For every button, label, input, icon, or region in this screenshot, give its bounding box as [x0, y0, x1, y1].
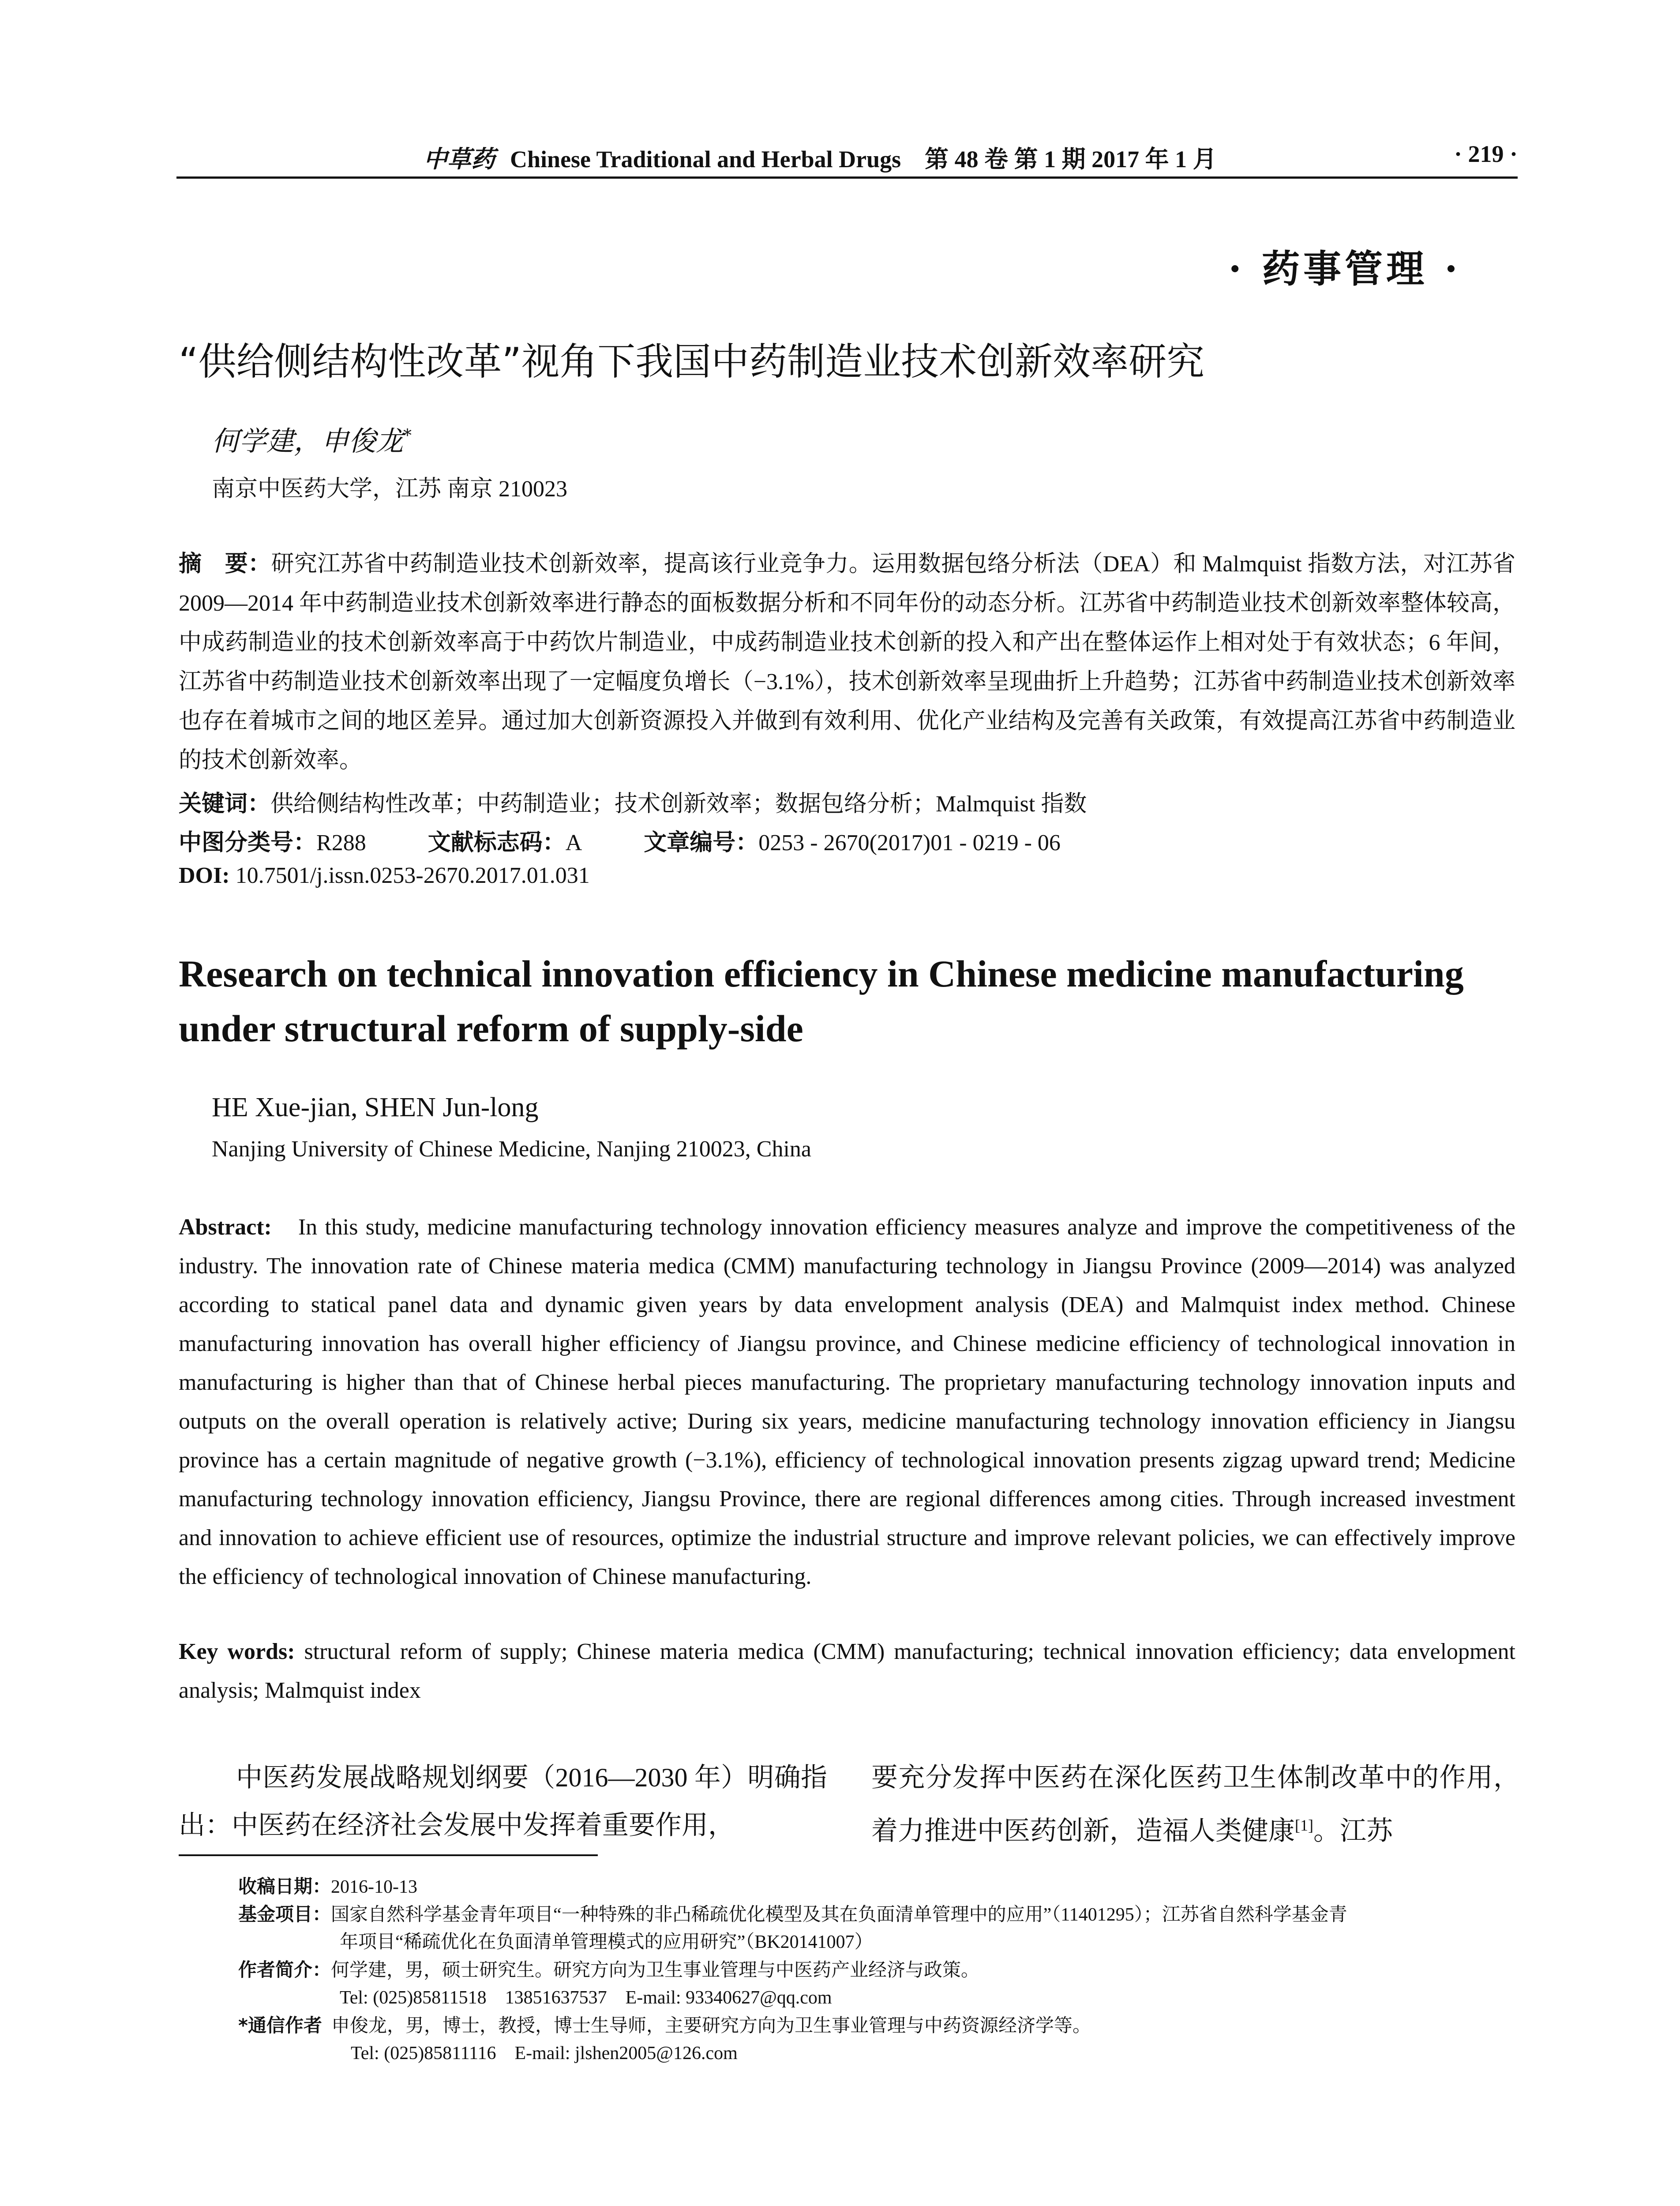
abstract-chinese-label: 摘 要： [179, 551, 271, 577]
article-number-value: 0253 - 2670(2017)01 - 0219 - 06 [758, 830, 1061, 855]
abstract-english-text: In this study, medicine manufacturing technology innovation efficiency measures analyze and improve the competitiveness of the industry. The innovation rate of Chinese materia medica (CMM) manufacturing technology in Jiangsu Province (2009—2014) was analyzed according to statical panel data and dynamic given years by data envelopment analysis (DEA) and Malmquist index method. Chinese manufacturing innovation has overall higher efficiency of Jiangsu province, and Chinese medicine efficiency of technological innovation in manufacturing is higher than that of Chinese herbal pieces manufacturing. The proprietary manufacturing technology innovation inputs and outputs on the overall operation is relatively active; During six years, medicine manufacturing technology innovation efficiency in Jiangsu province has a certain magnitude of negative growth (−3.1%), efficiency of technological innovation presents zigzag upward trend; Medicine manufacturing technology innovation efficiency, Jiangsu Province, there are regional differences among cities. Through increased investment and innovation to achieve efficient use of resources, optimize the industrial structure and improve relevant policies, we can effectively improve the efficiency of technological innovation of Chinese manufacturing. [179, 1215, 1515, 1589]
doc-code-label: 文献标志码： [428, 829, 566, 856]
authors-chinese-names: 何学建，申俊龙 [212, 425, 404, 457]
journal-title-en: Chinese Traditional and Herbal Drugs [510, 146, 901, 173]
footnote-corresponding [238, 2012, 1091, 2040]
funding-line-1: 国家自然科学基金青年项目“一种特殊的非凸稀疏优化模型及其在负面清单管理中的应用”（11401295）；江苏省自然科学基金青 [331, 1905, 1347, 1925]
affiliation-english: Nanjing University of Chinese Medicine, Nanjing 210023, China [212, 1137, 812, 1162]
clc-value: R288 [316, 830, 366, 855]
footnote-rule [179, 1854, 598, 1856]
affiliation-chinese: 南京中医药大学，江苏 南京 210023 [212, 476, 568, 502]
funding-label: 基金项目： [238, 1903, 331, 1925]
keywords-english [179, 1632, 1515, 1710]
author-bio-value: 何学建，男，硕士研究生。研究方向为卫生事业管理与中医药产业经济与政策。 [331, 1960, 980, 1981]
page-number: · 219 · [1454, 141, 1518, 167]
clc-label: 中图分类号： [179, 829, 317, 856]
corresponding-contact: Tel: (025)85811116 E-mail: jlshen2005@126.com [351, 2043, 738, 2063]
title-english: Research on technical innovation efficiency in Chinese medicine manufacturing under structural reform of supply-side [179, 953, 1464, 1050]
body-right-text: 要充分发挥中医药在深化医药卫生体制改革中的作用，着力推进中医药创新，造福人类健康 [871, 1763, 1520, 1846]
abstract-chinese [179, 544, 1515, 780]
keywords-english-label: Key words: [179, 1639, 295, 1664]
doi-label: DOI: [179, 863, 230, 888]
issue-info: 第 48 卷 第 1 期 2017 年 1 月 [925, 146, 1217, 173]
funding-line-2: 年项目“稀疏优化在负面清单管理模式的应用研究”（BK20141007） [340, 1932, 873, 1952]
abstract-english [179, 1208, 1515, 1596]
footnote-funding [238, 1901, 1518, 1956]
abstract-chinese-text: 研究江苏省中药制造业技术创新效率，提高该行业竞争力。运用数据包络分析法（DEA）和 Malmquist 指数方法，对江苏省 2009—2014 年中药制造业技术创新效率进行静态的面板数据分析和不同年份的动态分析。江苏省中药制造业技术创新效率整体较高，中成药制造业的技术创新效率高于中药饮片制造业，中成药制造业技术创新的投入和产出在整体运作上相对处于有效状态；6 年间，江苏省中药制造业技术创新效率出现了一定幅度负增长（−3.1%），技术创新效率呈现曲折上升趋势；江苏省中药制造业技术创新效率也存在着城市之间的地区差异。通过加大创新资源投入并做到有效利用、优化产业结构及完善有关政策，有效提高江苏省中药制造业的技术创新效率。 [179, 552, 1515, 773]
author-contact: Tel: (025)85811518 13851637537 E-mail: 93340627@qq.com [340, 1988, 832, 2008]
journal-title-cn: 中草药 [424, 145, 495, 173]
running-header [176, 140, 1518, 176]
received-label: 收稿日期： [238, 1876, 331, 1897]
keywords-chinese-label: 关键词： [179, 791, 271, 817]
keywords-chinese-text: 供给侧结构性改革；中药制造业；技术创新效率；数据包络分析；Malmquist 指数 [270, 792, 1087, 817]
reference-citation[interactable]: [1] [1295, 1816, 1313, 1834]
keywords-chinese [179, 784, 1515, 824]
body-text-right-column [871, 1754, 1520, 1855]
section-tag: · 药事管理 · [1228, 247, 1461, 291]
journal-title [424, 140, 1217, 174]
keywords-english-text: structural reform of supply; Chinese materia medica (CMM) manufacturing; technical innovation efficiency; data envelopment analysis; Malmquist index [179, 1639, 1516, 1703]
abstract-english-label: Abstract: [179, 1215, 272, 1240]
footnote-author-bio [238, 1956, 979, 1984]
title-chinese: “供给侧结构性改革”视角下我国中药制造业技术创新效率研究 [179, 340, 1205, 384]
header-rule [176, 176, 1518, 179]
body-right-tail: 。江苏 [1313, 1816, 1393, 1846]
received-value: 2016-10-13 [331, 1877, 417, 1897]
corresponding-mark: * [403, 425, 412, 445]
authors-chinese [212, 419, 412, 458]
body-text-left-column: 中医药发展战略规划纲要（2016—2030 年）明确指出：中医药在经济社会发展中发挥着重要作用， [179, 1763, 827, 1840]
corresponding-value: 申俊龙，男，博士，教授，博士生导师，主要研究方向为卫生事业管理与中药资源经济学等。 [331, 2016, 1091, 2036]
article-number-label: 文章编号： [644, 829, 759, 856]
classification-line [179, 824, 1061, 857]
footnote-received [238, 1873, 417, 1901]
author-bio-label: 作者简介： [238, 1959, 331, 1981]
doi-line [179, 863, 590, 889]
corresponding-label: *通信作者 [238, 2015, 322, 2036]
doc-code-value: A [565, 830, 582, 855]
doi-value[interactable]: 10.7501/j.issn.0253-2670.2017.01.031 [235, 863, 590, 888]
authors-english: HE Xue-jian, SHEN Jun-long [212, 1092, 539, 1122]
